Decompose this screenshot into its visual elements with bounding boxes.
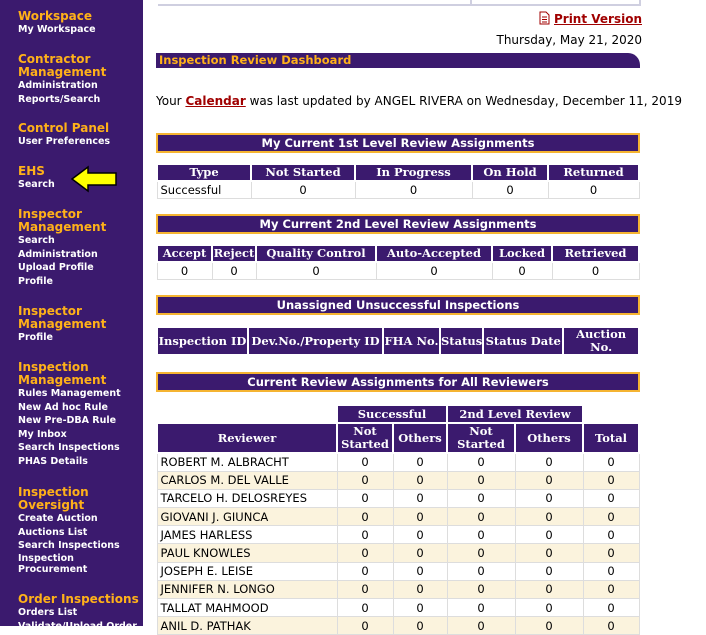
nav-link-inspector-administration[interactable]: Administration [18, 248, 98, 260]
column-header: Not Started [337, 423, 393, 453]
table-cell: 0 [447, 599, 515, 617]
nav-link-upload-profile[interactable]: Upload Profile [18, 262, 94, 274]
nav-section-title: Inspector Management [18, 304, 107, 331]
reviewer-name: CARLOS M. DEL VALLE [157, 471, 337, 489]
nav-link-contractor-administration[interactable]: Administration [18, 80, 98, 91]
table-row [157, 562, 639, 580]
table-cell: 0 [393, 508, 447, 526]
table-cell: 0 [447, 526, 515, 544]
table-cell: 0 [337, 599, 393, 617]
nav-section-title: Inspection Management [18, 360, 107, 387]
table-cell: 0 [447, 580, 515, 598]
table-row [157, 471, 639, 489]
table-cell: 0 [212, 262, 256, 279]
column-header: In Progress [355, 164, 472, 181]
column-header: Accept [157, 245, 212, 262]
nav-section-inspector-management [18, 208, 118, 288]
table-cell: 0 [515, 562, 583, 580]
table-cell: 0 [393, 562, 447, 580]
table-cell: 0 [337, 544, 393, 562]
table-cell: 0 [337, 562, 393, 580]
spacer [583, 405, 639, 423]
column-header: Reviewer [157, 423, 337, 453]
nav-link-ehs-search[interactable]: Search [18, 179, 55, 190]
table-row [157, 544, 639, 562]
calendar-link[interactable]: Calendar [185, 94, 246, 108]
reviewer-name: JENNIFER N. LONGO [157, 580, 337, 598]
all-reviewers-table [156, 404, 640, 635]
nav-link-orders-list[interactable]: Orders List [18, 607, 78, 618]
group-header-second-level: 2nd Level Review [447, 405, 583, 423]
column-header: Auction No. [563, 327, 639, 355]
table-cell: 0 [157, 262, 212, 279]
reviewer-name: TALLAT MAHMOOD [157, 599, 337, 617]
table-cell: 0 [337, 508, 393, 526]
nav-link-contractor-reports[interactable]: Reports/Search [18, 93, 101, 105]
nav-section-ehs [18, 165, 55, 192]
first-level-table [156, 163, 640, 199]
nav-link-new-adhoc-rule[interactable]: New Ad hoc Rule [18, 401, 108, 413]
table-cell: 0 [552, 262, 639, 279]
table-cell: 0 [515, 580, 583, 598]
table-cell: 0 [472, 181, 548, 198]
table-cell: 0 [583, 508, 639, 526]
nav-section-title: Inspection Oversight [18, 485, 89, 512]
nav-link-inspector-search[interactable]: Search [18, 235, 55, 246]
table-cell: 0 [337, 453, 393, 471]
table-cell: 0 [251, 181, 355, 198]
unassigned-table [156, 326, 640, 356]
column-header: Dev.No./Property ID [248, 327, 383, 355]
main-content [143, 0, 706, 633]
calendar-notice-suffix: was last updated by ANGEL RIVERA on Wednesday, December 11, 2019 [245, 94, 682, 108]
print-version-link[interactable]: Print Version [553, 12, 642, 26]
nav-link-oversight-search-inspections[interactable]: Search Inspections [18, 540, 120, 552]
reviewer-name: JAMES HARLESS [157, 526, 337, 544]
nav-link-auctions-list[interactable]: Auctions List [18, 526, 88, 538]
nav-section-inspector-management-2 [18, 305, 118, 345]
table-row [157, 181, 639, 198]
second-level-table [156, 244, 640, 280]
table-cell: 0 [447, 508, 515, 526]
column-header: Others [393, 423, 447, 453]
nav-link-new-pre-dba-rule[interactable]: New Pre-DBA Rule [18, 415, 117, 427]
nav-link-phas-details[interactable]: PHAS Details [18, 455, 88, 467]
nav-section-title: Control Panel [18, 121, 110, 135]
column-header: Returned [548, 164, 639, 181]
table-cell: 0 [515, 471, 583, 489]
table-cell: 0 [447, 489, 515, 507]
nav-link-rules-management[interactable]: Rules Management [18, 388, 121, 399]
table-cell: 0 [583, 617, 639, 635]
nav-section-title: Contractor Management [18, 52, 107, 79]
top-divider [158, 0, 641, 6]
column-header: On Hold [472, 164, 548, 181]
nav-link-inspector-profile[interactable]: Profile [18, 275, 53, 287]
column-header: Auto-Accepted [376, 245, 492, 262]
spacer [157, 405, 337, 423]
nav-section-contractor [18, 53, 118, 106]
table-cell: Successful [157, 181, 251, 198]
table-cell: 0 [583, 453, 639, 471]
table-cell: 0 [515, 453, 583, 471]
nav-section-title: Order Inspections [18, 592, 139, 606]
table-cell: 0 [337, 526, 393, 544]
table-cell: 0 [548, 181, 639, 198]
table-cell: 0 [583, 526, 639, 544]
nav-link-my-inbox[interactable]: My Inbox [18, 428, 67, 440]
first-level-header: My Current 1st Level Review Assignments [156, 133, 640, 153]
table-cell: 0 [393, 489, 447, 507]
table-cell: 0 [337, 471, 393, 489]
table-row [157, 453, 639, 471]
column-header: Not Started [251, 164, 355, 181]
reviewer-name: ROBERT M. ALBRACHT [157, 453, 337, 471]
table-cell: 0 [355, 181, 472, 198]
nav-link-create-auction[interactable]: Create Auction [18, 513, 98, 524]
table-cell: 0 [583, 580, 639, 598]
nav-link-search-inspections[interactable]: Search Inspections [18, 442, 120, 454]
table-cell: 0 [337, 489, 393, 507]
table-cell: 0 [447, 453, 515, 471]
document-icon [539, 11, 550, 25]
column-header: Locked [492, 245, 552, 262]
table-cell: 0 [583, 599, 639, 617]
table-cell: 0 [393, 544, 447, 562]
table-cell: 0 [515, 544, 583, 562]
column-header: Not Started [447, 423, 515, 453]
yellow-arrow-icon [70, 165, 118, 193]
table-row [157, 617, 639, 635]
table-row [157, 599, 639, 617]
nav-link-validate-upload-order[interactable]: Validate/Upload Order [18, 620, 137, 632]
table-cell: 0 [393, 599, 447, 617]
column-header: Status Date [483, 327, 563, 355]
nav-section-inspection-management [18, 361, 121, 469]
table-row [157, 580, 639, 598]
table-cell: 0 [515, 526, 583, 544]
nav-section-workspace [18, 10, 96, 37]
table-cell: 0 [583, 489, 639, 507]
column-header: FHA No. [383, 327, 440, 355]
column-header: Status [440, 327, 483, 355]
nav-section-title: Inspector Management [18, 207, 107, 234]
column-header: Quality Control [256, 245, 376, 262]
column-header: Others [515, 423, 583, 453]
table-cell: 0 [583, 471, 639, 489]
nav-section-control-panel [18, 122, 110, 149]
table-row [157, 489, 639, 507]
reviewer-name: ANIL D. PATHAK [157, 617, 337, 635]
calendar-notice-prefix: Your [156, 94, 186, 108]
table-row [157, 526, 639, 544]
table-cell: 0 [447, 617, 515, 635]
nav-link-inspection-procurement[interactable]: Inspection Procurement [18, 552, 88, 575]
unassigned-header: Unassigned Unsuccessful Inspections [156, 295, 640, 315]
table-cell: 0 [256, 262, 376, 279]
column-header: Inspection ID [157, 327, 248, 355]
table-cell: 0 [376, 262, 492, 279]
column-header: Total [583, 423, 639, 453]
table-cell: 0 [393, 453, 447, 471]
print-version[interactable] [539, 11, 642, 26]
reviewer-name: TARCELO H. DELOSREYES [157, 489, 337, 507]
table-cell: 0 [337, 617, 393, 635]
group-header-successful: Successful [337, 405, 447, 423]
table-cell: 0 [393, 617, 447, 635]
reviewer-name: JOSEPH E. LEISE [157, 562, 337, 580]
table-cell: 0 [515, 489, 583, 507]
nav-section-inspection-oversight [18, 486, 120, 575]
calendar-notice [156, 94, 682, 108]
current-date: Thursday, May 21, 2020 [496, 33, 642, 47]
table-cell: 0 [515, 599, 583, 617]
all-reviewers-header: Current Review Assignments for All Reviewers [156, 372, 640, 392]
nav-link-user-preferences[interactable]: User Preferences [18, 136, 111, 147]
table-cell: 0 [515, 508, 583, 526]
left-navigation [0, 0, 143, 632]
table-cell: 0 [393, 471, 447, 489]
reviewer-name: GIOVANI J. GIUNCA [157, 508, 337, 526]
table-cell: 0 [447, 562, 515, 580]
table-row [157, 262, 639, 279]
table-row [157, 508, 639, 526]
nav-section-order-inspections [18, 593, 139, 633]
page-title: Inspection Review Dashboard [156, 53, 640, 68]
table-cell: 0 [393, 526, 447, 544]
table-cell: 0 [515, 617, 583, 635]
column-header: Retrieved [552, 245, 639, 262]
column-header: Reject [213, 246, 255, 260]
table-cell: 0 [447, 544, 515, 562]
column-header: Type [157, 164, 251, 181]
nav-link-inspector-profile-2[interactable]: Profile [18, 332, 53, 343]
table-cell: 0 [492, 262, 552, 279]
nav-section-title: Workspace [18, 9, 93, 23]
table-cell: 0 [393, 580, 447, 598]
table-cell: 0 [337, 580, 393, 598]
second-level-header: My Current 2nd Level Review Assignments [156, 214, 640, 234]
nav-link-my-workspace[interactable]: My Workspace [18, 24, 96, 35]
table-cell: 0 [447, 471, 515, 489]
reviewer-rows [157, 453, 639, 635]
table-cell: 0 [583, 562, 639, 580]
table-cell: 0 [583, 544, 639, 562]
reviewer-name: PAUL KNOWLES [157, 544, 337, 562]
nav-section-title: EHS [18, 164, 45, 178]
